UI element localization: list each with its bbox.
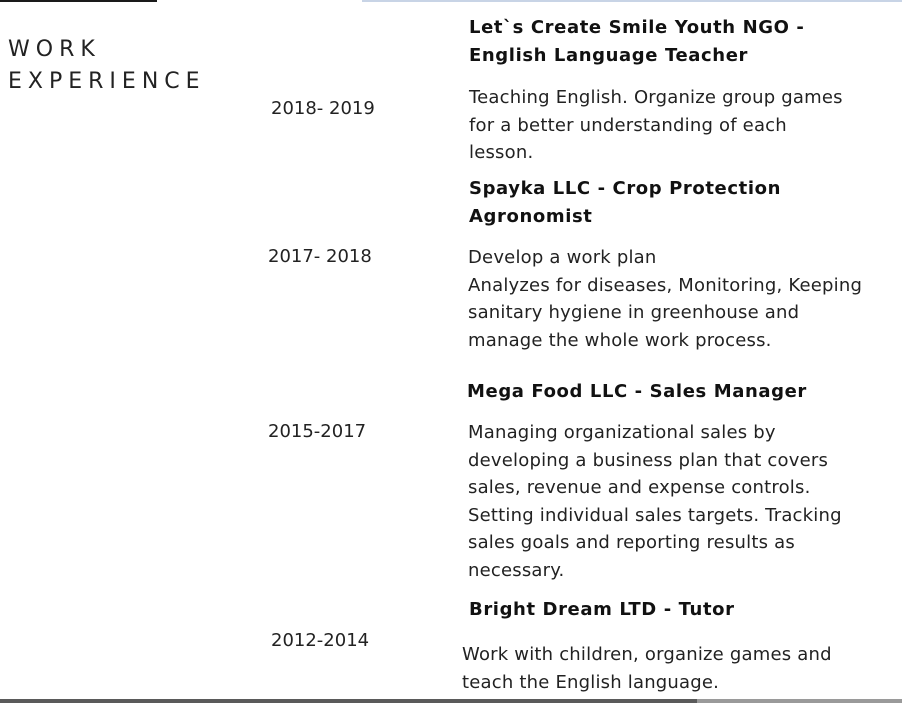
job-years: 2015-2017 <box>268 421 367 442</box>
job-description: Develop a work plan Analyzes for diseases, Monitoring, Keeping sanitary hygiene in greenhouse and manage the whole work process. <box>468 247 863 351</box>
job-title: Spayka LLC - Crop Protection Agronomist <box>469 178 781 227</box>
top-left-divider <box>0 0 157 2</box>
job-years: 2018- 2019 <box>271 98 375 119</box>
top-right-divider <box>362 0 902 2</box>
job-years: 2012-2014 <box>271 630 370 651</box>
section-heading-work-experience <box>8 34 206 98</box>
job-description: Work with children, organize games and teach the English language. <box>462 644 832 693</box>
job-description: Managing organizational sales by developing a business plan that covers sales, revenue and expense controls. Setting individual sales targets. Tracking sales goals and reporting results as necessary. <box>468 422 842 581</box>
section-heading-line-2: EXPERIENCE <box>8 69 206 94</box>
job-title: Mega Food LLC - Sales Manager <box>467 381 807 402</box>
job-title: Let`s Create Smile Youth NGO - English Language Teacher <box>469 17 805 66</box>
section-heading-line-1: WORK <box>8 37 101 62</box>
bottom-border-accent <box>697 699 902 703</box>
job-years: 2017- 2018 <box>268 246 372 267</box>
job-description: Teaching English. Organize group games for a better understanding of each lesson. <box>469 87 843 163</box>
job-title: Bright Dream LTD - Tutor <box>469 599 735 620</box>
